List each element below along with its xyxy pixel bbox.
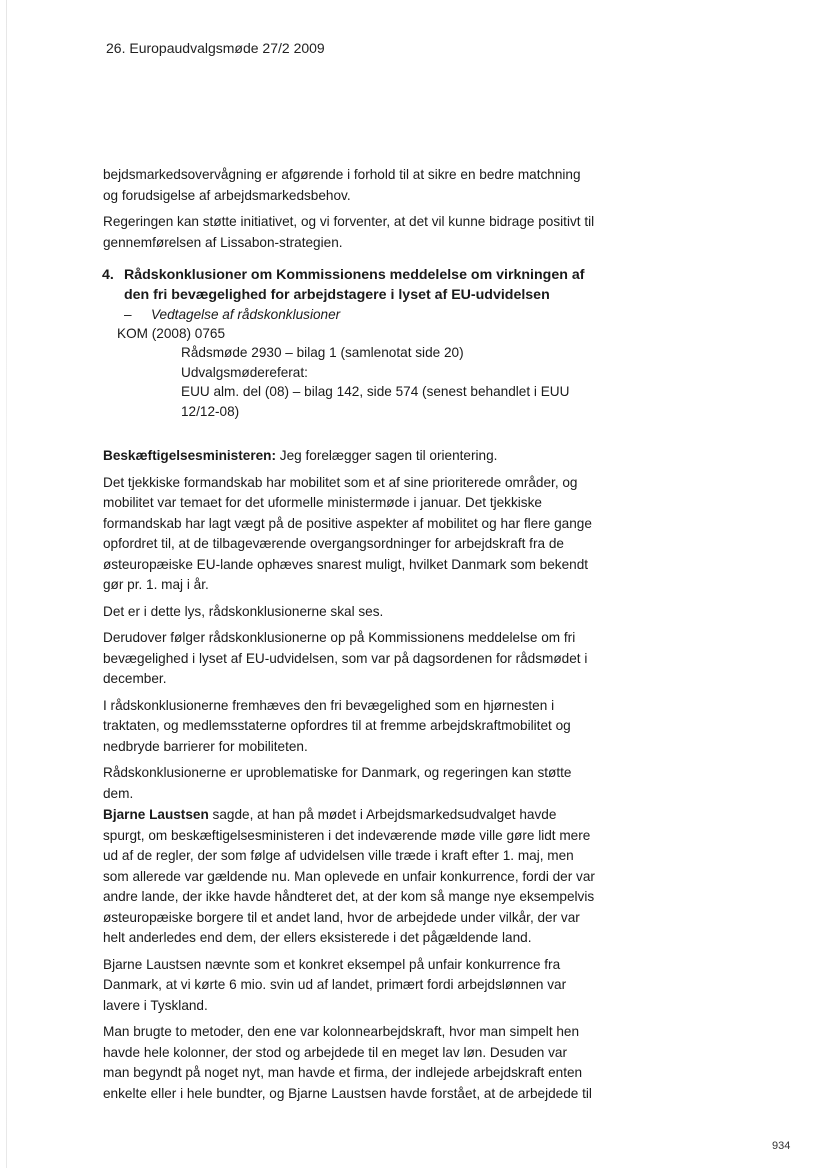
agenda-kom-reference: KOM (2008) 0765 bbox=[117, 326, 226, 341]
laustsen-opening bbox=[103, 805, 595, 949]
laustsen-section bbox=[103, 805, 595, 1110]
minister-opening bbox=[103, 446, 595, 467]
minister-opening-text: Jeg forelægger sagen til orientering. bbox=[276, 448, 498, 463]
agenda-minutes-reference: EUU alm. del (08) – bilag 142, side 574 (senest behandlet i EUU 12/12-08) bbox=[181, 384, 570, 419]
agenda-minutes-label: Udvalgsmødereferat: bbox=[181, 364, 308, 380]
agenda-subtitle bbox=[124, 305, 597, 324]
laustsen-paragraph: Bjarne Laustsen nævnte som et konkret eksempel på unfair konkurrence fra Danmark, at vi kørte 6 mio. svin ud af landet, primært fordi arbejdslønnen var lavere i Tyskland. bbox=[103, 956, 567, 1013]
agenda-item bbox=[102, 265, 597, 421]
minister-paragraph: Rådskonklusionerne er uproblematiske for Danmark, og regeringen kan støtte dem. bbox=[103, 765, 572, 801]
intro-paragraph: Regeringen kan støtte initiativet, og vi forventer, at det vil kunne bidrage positivt til gennemførelsen af Lissabon-strategien. bbox=[103, 214, 595, 250]
intro-text bbox=[103, 165, 595, 259]
minister-paragraph: Det er i dette lys, rådskonklusionerne skal ses. bbox=[103, 603, 384, 619]
laustsen-opening-text: sagde, at han på mødet i Arbejdsmarkedsudvalget havde spurgt, om beskæftigelsesministeren i det indeværende møde ville gøre lidt mere ud af de regler, der som følge af udvidelsen ville træde i kraft efter 1. maj, men som allerede var gældende nu. Man oplevede en unfair konkurrence, fordi der var andre lande, der ikke havde håndteret det, at der kom så mange nye eksempelvis østeuropæiske borgere til et andet land, hvor de arbejdede under vilkår, der var helt anderledes end dem, der ellers eksisterede i det pågældende land. bbox=[103, 807, 595, 945]
scan-edge-line bbox=[6, 0, 7, 1168]
minister-paragraph: Det tjekkiske formandskab har mobilitet som et af sine prioriterede områder, og mobilitet var temaet for det uformelle ministermøde i januar. Det tjekkiske formandskab har lagt vægt på de positive aspekter af mobilitet og har flere gange opfordret til, at de tilbageværende overgangsordninger for arbejdskraft fra de østeuropæiske EU-lande ophæves snarest muligt, hvilket Danmark som bekendt gør pr. 1. maj i år. bbox=[103, 474, 592, 592]
minister-paragraph: I rådskonklusionerne fremhæves den fri bevægelighed som en hjørnesten i traktaten, og medlemsstaterne opfordres til at fremme arbejdskraftmobilitet og nedbryde barrierer for mobiliteten. bbox=[103, 697, 571, 754]
minister-section bbox=[103, 446, 595, 810]
page-number: 934 bbox=[772, 1140, 791, 1152]
speaker-name: Beskæftigelsesministeren: bbox=[103, 448, 277, 463]
running-header: 26. Europaudvalgsmøde 27/2 2009 bbox=[106, 40, 325, 56]
minister-paragraph: Derudover følger rådskonklusionerne op på Kommissionens meddelelse om fri bevægelighed i lyset af EU-udvidelsen, som var på dagsordenen for rådsmødet i december. bbox=[103, 630, 588, 686]
agenda-council-reference: Rådsmøde 2930 – bilag 1 (samlenotat side 20) bbox=[181, 345, 464, 360]
agenda-number: 4. bbox=[102, 267, 114, 283]
laustsen-paragraph: Man brugte to metoder, den ene var kolonnearbejdskraft, hvor man simpelt hen havde hele kolonner, der stod og arbejdede til en meget lav løn. Desuden var man begyndt på noget nyt, man havde et firma, der indlejede arbejdskraft enten enkelte eller i hele bundter, og Bjarne Laustsen havde forstået, at de arbejdede til bbox=[103, 1024, 592, 1101]
speaker-name: Bjarne Laustsen bbox=[103, 807, 209, 822]
intro-paragraph: bejdsmarkedsovervågning er afgørende i forhold til at sikre en bedre matchning og forudsigelse af arbejdsmarkedsbehov. bbox=[103, 167, 581, 203]
agenda-subtitle-text: Vedtagelse af rådskonklusioner bbox=[151, 307, 341, 322]
agenda-title: Rådskonklusioner om Kommissionens meddelelse om virkningen af den fri bevægelighed for arbejdstagere i lyset af EU-udvidelsen bbox=[124, 267, 585, 303]
agenda-dash: – bbox=[124, 307, 132, 322]
